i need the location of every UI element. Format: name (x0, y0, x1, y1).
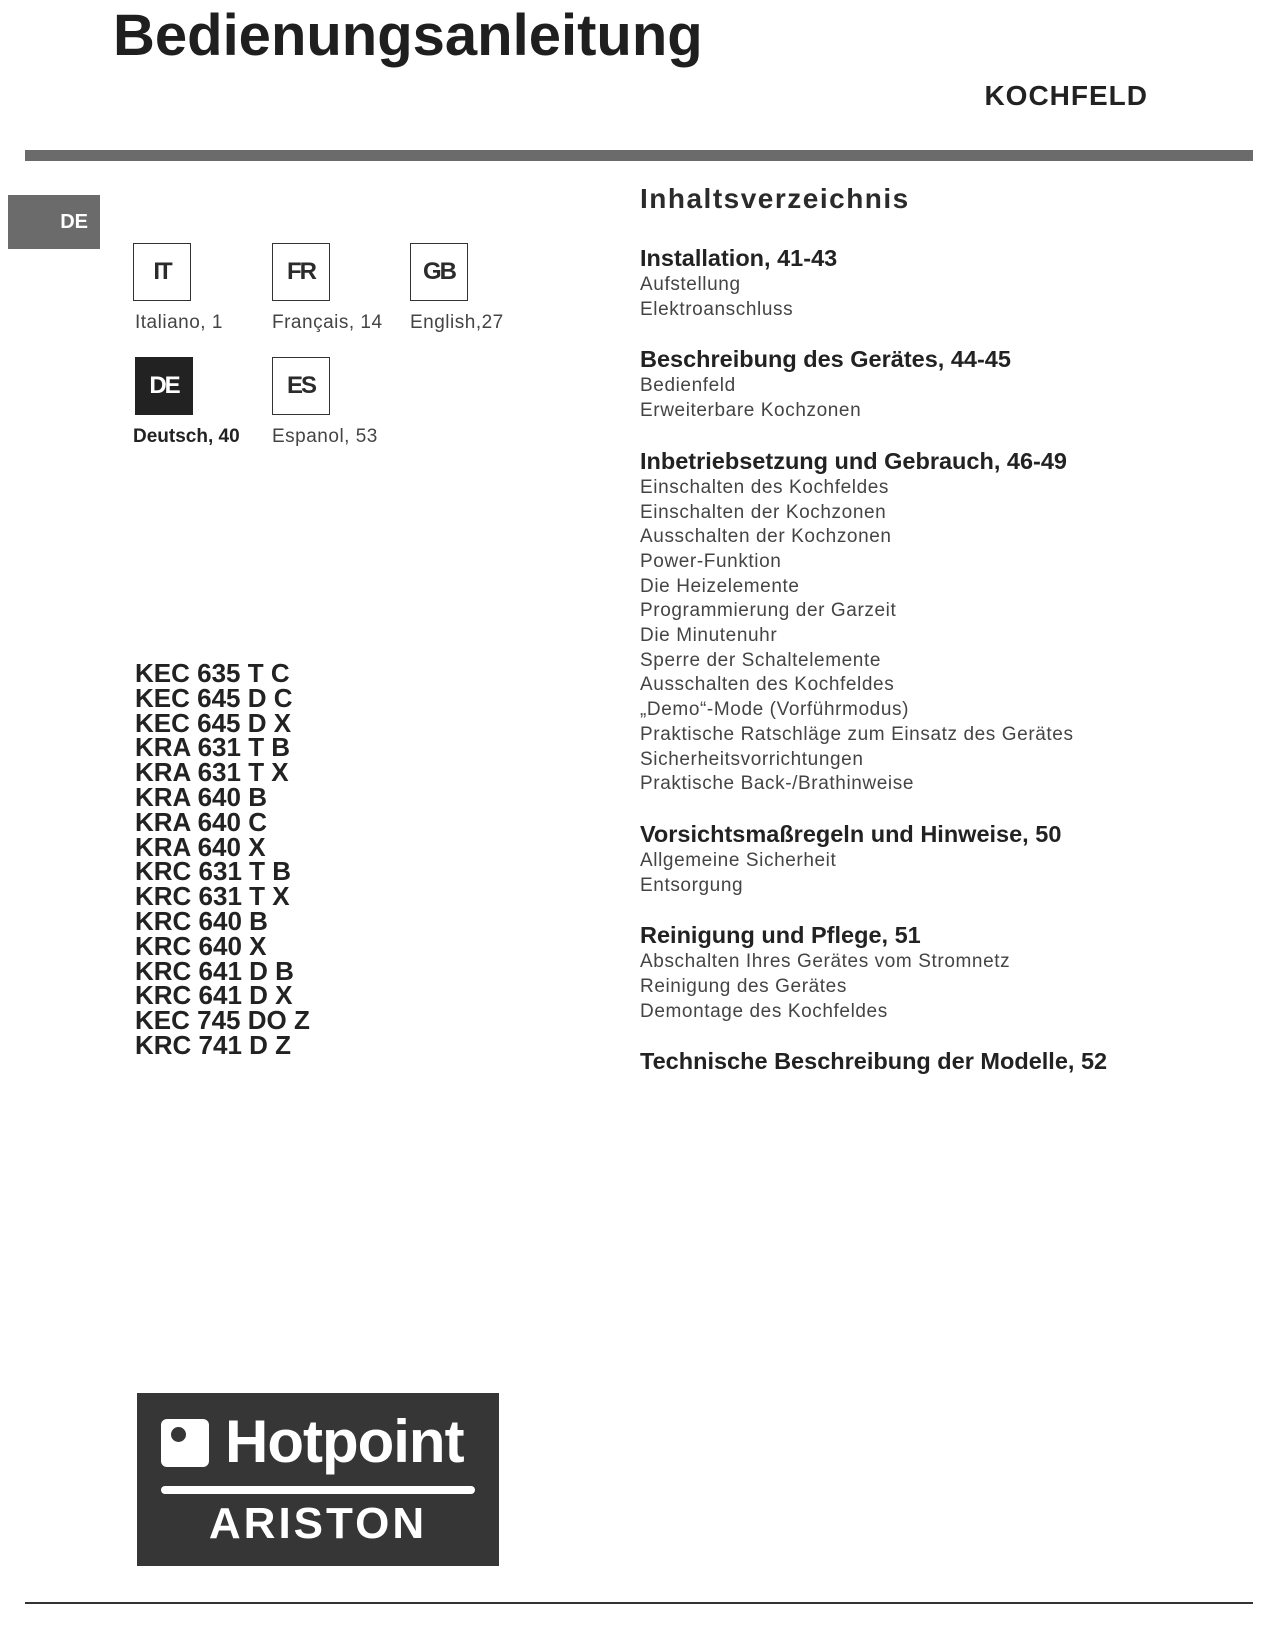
toc-item: Einschalten der Kochzonen (640, 501, 887, 523)
model-list (135, 658, 310, 1060)
language-side-tab: DE (8, 195, 100, 249)
model-item: KRA 640 X (135, 831, 266, 862)
model-item: KEC 645 D C (135, 682, 293, 713)
page-title: Bedienungsanleitung (113, 3, 703, 68)
model-item: KRA 640 C (135, 806, 267, 837)
toc-item: Praktische Back-/Brathinweise (640, 773, 915, 795)
toc-item: Abschalten Ihres Gerätes vom Stromnetz (640, 951, 1011, 973)
logo-divider (161, 1486, 475, 1494)
toc-item: Programmierung der Garzeit (640, 600, 897, 622)
toc-section-inbetriebsetzung (640, 446, 1240, 797)
toc-item: Ausschalten der Kochzonen (640, 526, 892, 548)
model-item: KRA 631 T B (135, 732, 291, 763)
toc-item: „Demo“-Mode (Vorführmodus) (640, 699, 910, 721)
toc-section-heading: Inbetriebsetzung und Gebrauch, 46-49 (640, 447, 1067, 474)
hotpoint-ariston-logo (137, 1393, 499, 1566)
toc-section-reinigung (640, 920, 1240, 1024)
toc-section-heading: Technische Beschreibung der Modelle, 52 (640, 1048, 1108, 1075)
toc-item: Reinigung des Gerätes (640, 976, 847, 998)
toc-item: Elektroanschluss (640, 298, 794, 320)
model-item: KRC 641 D B (135, 955, 294, 986)
model-item: KEC 645 D X (135, 707, 292, 738)
lang-label-fr: Français, 14 (272, 312, 383, 333)
top-divider (25, 150, 1253, 161)
toc-item: Aufstellung (640, 274, 741, 295)
lang-box-es: ES (272, 357, 330, 415)
model-item: KRA 631 T X (135, 757, 289, 788)
model-item: KRC 640 X (135, 930, 267, 961)
toc-section-beschreibung (640, 344, 1240, 423)
model-item: KEC 635 T C (135, 658, 290, 688)
toc-item: Einschalten des Kochfeldes (640, 476, 890, 498)
model-item: KRC 631 T B (135, 856, 292, 887)
toc-item: Entsorgung (640, 874, 744, 896)
toc-section-technische (640, 1046, 1240, 1076)
lang-label-it: Italiano, 1 (135, 312, 223, 333)
lang-box-de: DE (135, 357, 193, 415)
toc-section-heading: Installation, 41-43 (640, 245, 838, 271)
lang-box-it: IT (133, 243, 191, 301)
lang-label-es: Espanol, 53 (272, 426, 378, 447)
logo-square-icon (161, 1419, 209, 1467)
toc-item: Demontage des Kochfeldes (640, 1000, 888, 1022)
model-item: KRC 741 D Z (135, 1029, 292, 1060)
toc-section-installation (640, 243, 1240, 322)
toc-section-heading: Reinigung und Pflege, 51 (640, 922, 921, 949)
lang-box-gb: GB (410, 243, 468, 301)
model-item: KRC 641 D X (135, 980, 293, 1011)
toc-title: Inhaltsverzeichnis (640, 183, 910, 214)
product-category: KOCHFELD (984, 80, 1148, 111)
model-item: KRC 631 T X (135, 881, 290, 912)
toc-item: Allgemeine Sicherheit (640, 849, 837, 871)
toc-section-heading: Vorsichtsmaßregeln und Hinweise, 50 (640, 820, 1062, 847)
model-item: KRA 640 B (135, 781, 267, 812)
toc-item: Die Minutenuhr (640, 625, 778, 647)
toc-section-heading: Beschreibung des Gerätes, 44-45 (640, 346, 1011, 373)
toc-item: Erweiterbare Kochzonen (640, 400, 862, 422)
toc-item: Bedienfeld (640, 375, 736, 397)
table-of-contents (640, 183, 1240, 1098)
toc-item: Ausschalten des Kochfeldes (640, 674, 895, 696)
lang-label-de: Deutsch, 40 (133, 426, 240, 447)
toc-section-vorsicht (640, 819, 1240, 898)
logo-sub-text: ARISTON (208, 1499, 428, 1548)
toc-item: Sperre der Schaltelemente (640, 649, 882, 671)
model-item: KEC 745 DO Z (135, 1005, 310, 1036)
model-item: KRC 640 B (135, 905, 268, 936)
toc-item: Die Heizelemente (640, 575, 800, 597)
logo-brand-text: Hotpoint (225, 1408, 464, 1475)
toc-item: Praktische Ratschläge zum Einsatz des Gerätes (640, 723, 1074, 745)
lang-box-fr: FR (272, 243, 330, 301)
toc-item: Sicherheitsvorrichtungen (640, 748, 864, 770)
toc-item: Power-Funktion (640, 550, 782, 572)
lang-label-gb: English,27 (410, 312, 504, 333)
bottom-divider (25, 1602, 1253, 1604)
